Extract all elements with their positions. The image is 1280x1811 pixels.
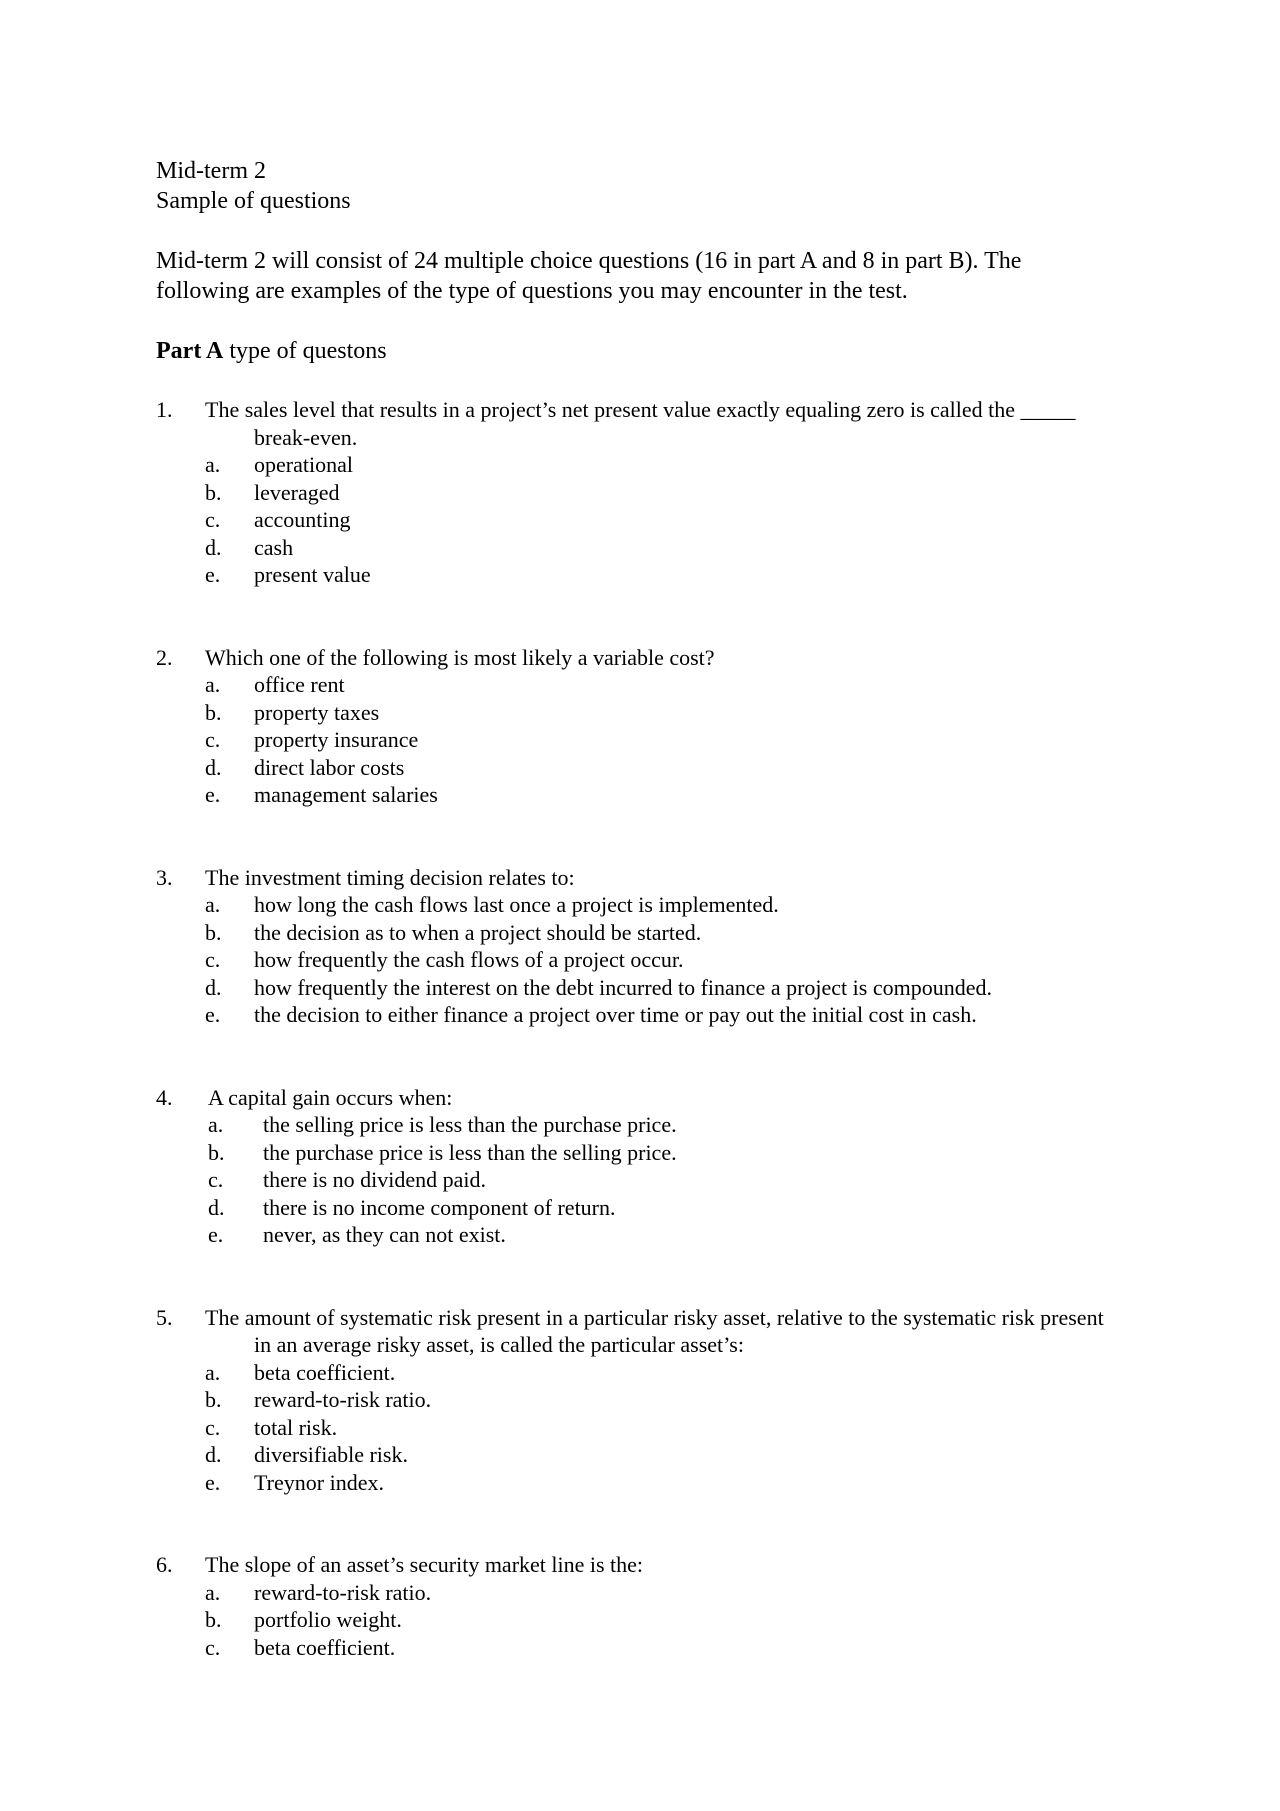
answer-option: [205, 479, 1150, 507]
question-stem: A capital gain occurs when:: [208, 1084, 453, 1110]
option-text: management salaries: [254, 782, 438, 807]
question-stem-row: [156, 396, 1150, 451]
option-text: portfolio weight.: [254, 1607, 402, 1632]
option-text: there is no dividend paid.: [263, 1167, 487, 1192]
option-text: the purchase price is less than the selling price.: [263, 1139, 677, 1165]
option-letter: d.: [205, 754, 222, 780]
answer-option: [205, 781, 1150, 809]
part-heading-bold: Part A: [156, 338, 224, 364]
option-letter: d.: [205, 1442, 222, 1467]
option-letter: c.: [205, 727, 221, 752]
option-letter: b.: [205, 919, 222, 945]
answer-option: [208, 1166, 1150, 1194]
option-text: diversifiable risk.: [254, 1442, 408, 1467]
question-item: [156, 1551, 1150, 1661]
option-text: present value: [254, 562, 371, 587]
option-list: [156, 1111, 1150, 1249]
answer-option: [205, 891, 1150, 919]
option-letter: b.: [208, 1139, 225, 1165]
question-stem-row: [156, 644, 1150, 672]
answer-option: [205, 754, 1150, 782]
question-item: [156, 396, 1150, 589]
option-letter: d.: [205, 974, 222, 1000]
answer-option: [205, 561, 1150, 589]
document-title: Mid-term 2: [156, 158, 266, 184]
answer-option: [205, 974, 1150, 1002]
question-stem: The investment timing decision relates to:: [205, 864, 575, 890]
answer-option: [205, 1001, 1150, 1029]
option-text: the decision as to when a project should be started.: [254, 919, 702, 945]
option-list: [156, 1579, 1150, 1662]
option-text: how frequently the interest on the debt incurred to finance a project is compounded.: [254, 974, 992, 1000]
option-letter: b.: [205, 699, 222, 725]
option-text: how frequently the cash flows of a project occur.: [254, 947, 684, 972]
answer-option: [205, 1634, 1150, 1662]
option-text: never, as they can not exist.: [263, 1222, 506, 1247]
option-text: cash: [254, 534, 294, 560]
answer-option: [208, 1111, 1150, 1139]
option-list: [156, 671, 1150, 809]
option-letter: c.: [205, 1414, 221, 1440]
answer-option: [205, 1579, 1150, 1607]
question-item: [156, 1084, 1150, 1249]
option-text: total risk.: [254, 1414, 338, 1440]
option-letter: d.: [208, 1194, 225, 1220]
question-number: 2.: [156, 644, 173, 670]
option-letter: c.: [205, 1634, 221, 1660]
option-text: accounting: [254, 507, 351, 532]
option-letter: e.: [205, 782, 221, 807]
option-text: property taxes: [254, 699, 380, 725]
option-text: property insurance: [254, 727, 419, 752]
option-text: leveraged: [254, 479, 340, 505]
option-text: office rent: [254, 672, 345, 697]
answer-option: [208, 1139, 1150, 1167]
question-stem-row: [156, 1084, 1150, 1112]
option-letter: b.: [205, 1607, 222, 1632]
option-letter: a.: [205, 892, 221, 917]
part-heading: [156, 336, 1150, 366]
answer-option: [205, 699, 1150, 727]
question-list: [156, 396, 1150, 1661]
option-text: beta coefficient.: [254, 1634, 396, 1660]
option-text: Treynor index.: [254, 1469, 384, 1495]
option-letter: a.: [208, 1112, 224, 1137]
question-number: 1.: [156, 397, 173, 422]
option-letter: a.: [205, 1579, 221, 1605]
question-stem-row: [156, 1304, 1150, 1359]
option-letter: a.: [205, 452, 221, 477]
question-stem: The sales level that results in a project’s net present value exactly equaling zero is called the _____ break-even.: [205, 397, 1076, 450]
question-stem-row: [156, 864, 1150, 892]
answer-option: [208, 1194, 1150, 1222]
option-text: the selling price is less than the purchase price.: [263, 1112, 677, 1137]
question-stem: The amount of systematic risk present in a particular risky asset, relative to the systematic risk present in an average risky asset, is called the particular asset’s:: [205, 1304, 1104, 1357]
question-item: [156, 644, 1150, 809]
option-letter: c.: [205, 507, 221, 532]
question-number: 4.: [156, 1084, 173, 1110]
option-letter: a.: [205, 1359, 221, 1385]
document-subtitle: Sample of questions: [156, 188, 351, 214]
option-list: [156, 451, 1150, 589]
option-letter: d.: [205, 534, 222, 560]
option-text: reward-to-risk ratio.: [254, 1579, 432, 1605]
answer-option: [205, 1469, 1150, 1497]
option-text: beta coefficient.: [254, 1359, 396, 1385]
answer-option: [205, 671, 1150, 699]
part-heading-rest: type of questons: [223, 338, 387, 364]
option-text: direct labor costs: [254, 754, 405, 780]
answer-option: [205, 506, 1150, 534]
question-item: [156, 1304, 1150, 1497]
answer-option: [205, 1386, 1150, 1414]
option-letter: e.: [205, 1002, 221, 1027]
answer-option: [205, 1441, 1150, 1469]
question-stem: Which one of the following is most likely a variable cost?: [205, 644, 715, 670]
question-number: 6.: [156, 1552, 173, 1577]
option-letter: a.: [205, 672, 221, 697]
option-letter: e.: [205, 562, 221, 587]
option-letter: c.: [208, 1167, 224, 1192]
question-item: [156, 864, 1150, 1029]
option-letter: b.: [205, 479, 222, 505]
answer-option: [205, 946, 1150, 974]
question-stem: The slope of an asset’s security market line is the:: [205, 1552, 644, 1577]
option-letter: e.: [208, 1222, 224, 1247]
answer-option: [205, 726, 1150, 754]
option-text: how long the cash flows last once a project is implemented.: [254, 892, 779, 917]
answer-option: [205, 1606, 1150, 1634]
option-list: [156, 891, 1150, 1029]
intro-paragraph: Mid-term 2 will consist of 24 multiple choice questions (16 in part A and 8 in part B). The following are examples of the type of questions you may encounter in the test.: [156, 248, 1022, 304]
option-letter: e.: [205, 1469, 221, 1495]
question-number: 5.: [156, 1304, 173, 1330]
question-stem-row: [156, 1551, 1150, 1579]
answer-option: [205, 1414, 1150, 1442]
question-number: 3.: [156, 864, 173, 890]
option-text: the decision to either finance a project over time or pay out the initial cost in cash.: [254, 1002, 977, 1027]
option-text: there is no income component of return.: [263, 1194, 616, 1220]
answer-option: [205, 451, 1150, 479]
option-letter: b.: [205, 1387, 222, 1412]
answer-option: [205, 534, 1150, 562]
option-letter: c.: [205, 947, 221, 972]
option-text: reward-to-risk ratio.: [254, 1387, 432, 1412]
answer-option: [205, 1359, 1150, 1387]
answer-option: [208, 1221, 1150, 1249]
option-list: [156, 1359, 1150, 1497]
answer-option: [205, 919, 1150, 947]
option-text: operational: [254, 452, 353, 477]
